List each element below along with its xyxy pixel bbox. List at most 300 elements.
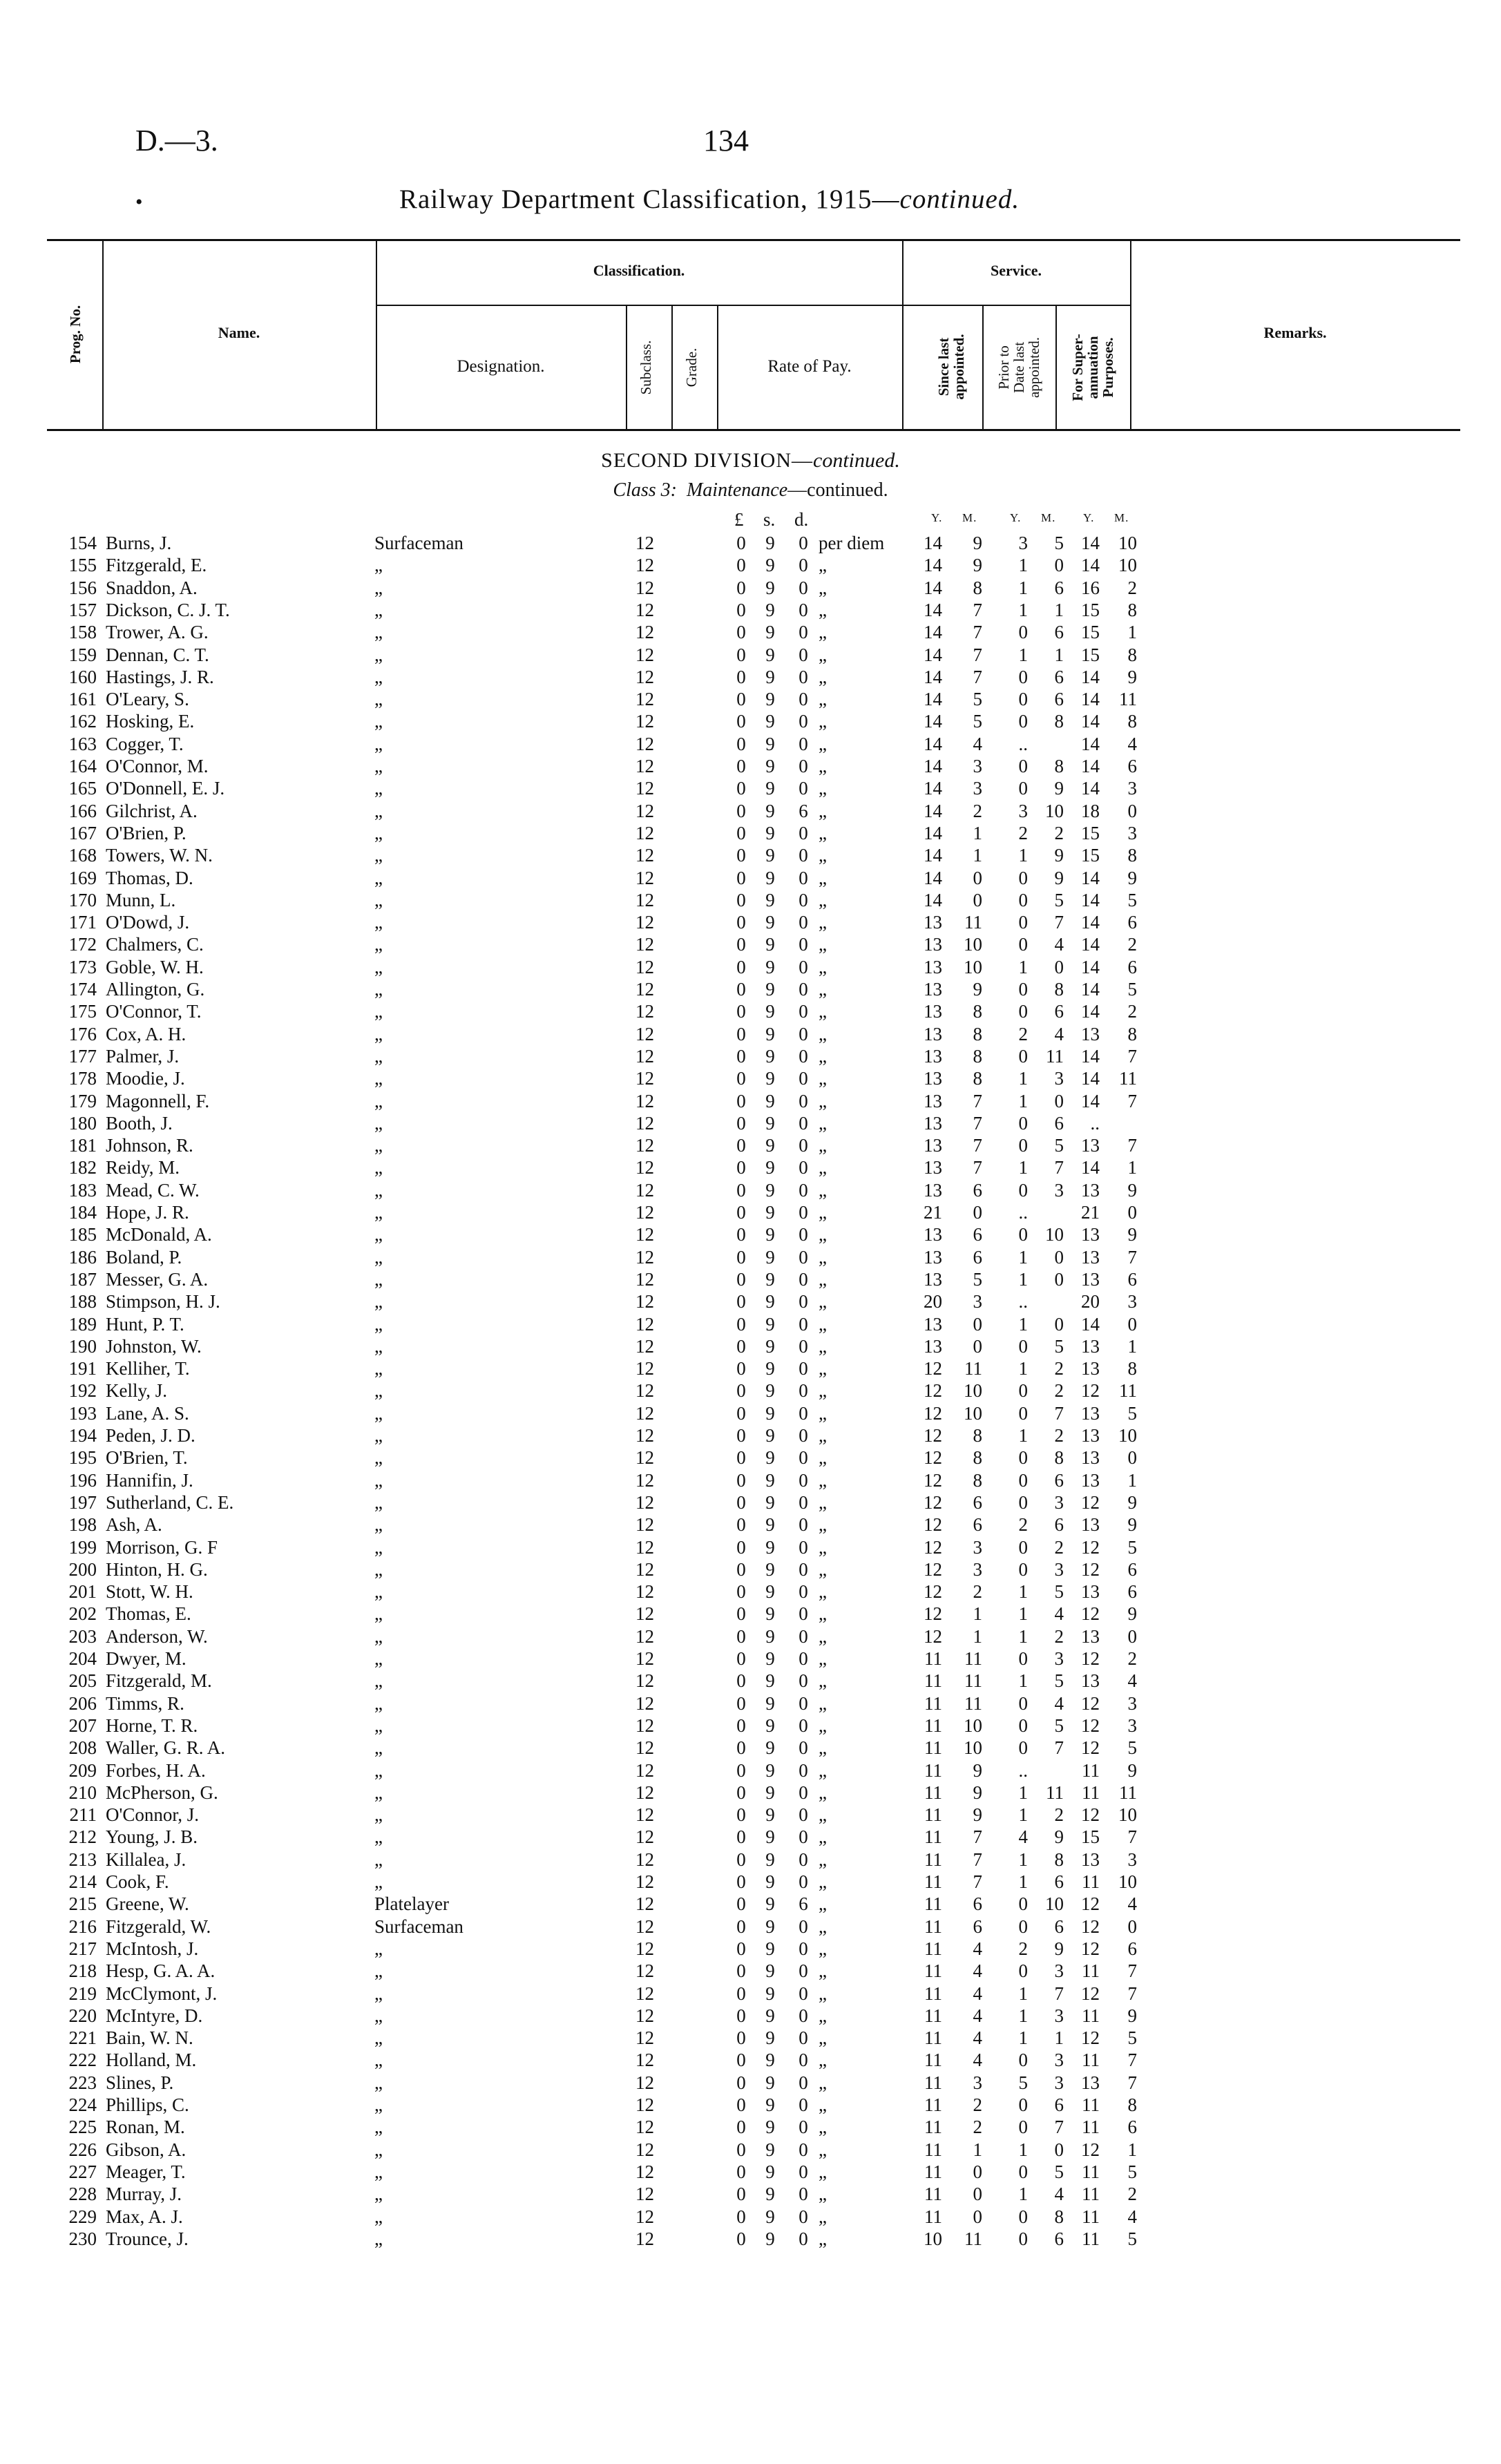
row-designation: „ (374, 2050, 383, 2071)
row-number: 168 (68, 845, 97, 866)
row-prior-months: 11 (1046, 1782, 1064, 1803)
row-prior-years: 2 (1018, 1023, 1028, 1044)
row-grade: 12 (635, 1425, 654, 1446)
row-prior-years: 0 (1018, 1402, 1028, 1424)
row-pay-pounds: 0 (736, 1112, 746, 1134)
row-pay-period: „ (819, 1135, 827, 1156)
row-super-months: 7 (1127, 1045, 1137, 1067)
row-pay-pounds: 0 (736, 979, 746, 1000)
row-since-months: 10 (964, 956, 982, 977)
row-name: Holland, M. (106, 2050, 197, 2071)
row-super-years: 11 (1082, 2005, 1100, 2026)
row-pay-shillings: 9 (765, 2094, 775, 2115)
unit-months-since: M. (962, 511, 977, 524)
row-pay-pence: 0 (799, 1491, 808, 1513)
row-super-years: 15 (1081, 845, 1100, 866)
row-prior-years: 0 (1018, 2117, 1028, 2138)
row-pay-pence: 0 (799, 1603, 808, 1625)
row-grade: 12 (635, 733, 654, 754)
row-name: Johnston, W. (106, 1335, 202, 1357)
row-pay-pounds: 0 (736, 2094, 746, 2115)
row-number: 206 (68, 1692, 97, 1714)
row-pay-shillings: 9 (765, 1268, 775, 1290)
row-name: McIntyre, D. (106, 2005, 203, 2026)
row-since-months: 8 (973, 577, 982, 598)
row-pay-pence: 0 (799, 822, 808, 843)
row-pay-shillings: 9 (765, 1202, 775, 1223)
row-name: Trower, A. G. (106, 622, 209, 643)
row-since-months: 4 (973, 2005, 982, 2026)
row-pay-shillings: 9 (765, 1603, 775, 1625)
header-since-last-appointed: Since last appointed. (935, 334, 967, 400)
row-pay-period: „ (819, 577, 827, 598)
row-pay-period: „ (819, 2050, 827, 2071)
row-pay-shillings: 9 (765, 2206, 775, 2227)
row-number: 219 (68, 1983, 97, 2004)
row-pay-pounds: 0 (736, 1090, 746, 1111)
row-pay-pence: 0 (799, 1402, 808, 1424)
row-prior-months: 9 (1054, 1826, 1064, 1848)
row-number: 172 (68, 934, 97, 955)
row-prior-months: 6 (1054, 1001, 1064, 1022)
row-number: 203 (68, 1625, 97, 1647)
row-prior-months: 3 (1054, 1068, 1064, 1089)
row-pay-pence: 0 (799, 666, 808, 687)
row-since-years: 11 (924, 1670, 942, 1692)
row-pay-pounds: 0 (736, 1380, 746, 1402)
row-since-months: 10 (964, 1737, 982, 1759)
row-since-months: 4 (973, 2027, 982, 2049)
row-pay-pounds: 0 (736, 1782, 746, 1803)
table-row (0, 956, 1501, 978)
table-row (0, 933, 1501, 955)
row-pay-period: „ (819, 1737, 827, 1759)
row-pay-pounds: 0 (736, 1916, 746, 1937)
row-since-years: 11 (924, 1938, 942, 1959)
row-pay-pence: 0 (799, 2094, 808, 2115)
row-prior-years: 1 (1018, 1782, 1028, 1803)
row-pay-period: „ (819, 622, 827, 643)
row-prior-months: 7 (1054, 1737, 1064, 1759)
row-number: 209 (68, 1759, 97, 1781)
row-pay-pence: 0 (799, 1023, 808, 1044)
row-since-months: 7 (973, 1112, 982, 1134)
row-pay-period: „ (819, 1068, 827, 1089)
row-grade: 12 (635, 1224, 654, 1245)
row-designation: „ (374, 1202, 383, 1223)
row-prior-years: 1 (1018, 1849, 1028, 1870)
row-pay-period: „ (819, 1224, 827, 1245)
row-pay-pounds: 0 (736, 1826, 746, 1848)
row-since-years: 14 (924, 555, 942, 576)
row-pay-pounds: 0 (736, 1157, 746, 1178)
row-since-months: 0 (973, 1335, 982, 1357)
row-pay-period: „ (819, 2117, 827, 2138)
row-super-years: 12 (1081, 2139, 1100, 2160)
row-grade: 12 (635, 1268, 654, 1290)
row-name: Waller, G. R. A. (106, 1737, 225, 1759)
row-number: 201 (68, 1581, 97, 1603)
row-designation: Platelayer (374, 1893, 449, 1915)
row-since-years: 11 (924, 1983, 942, 2004)
table-row (0, 1134, 1501, 1156)
row-super-months: 6 (1127, 1268, 1137, 1290)
row-designation: „ (374, 1335, 383, 1357)
row-designation: „ (374, 1804, 383, 1826)
row-number: 170 (68, 889, 97, 910)
row-prior-years: 1 (1018, 956, 1028, 977)
row-name: Anderson, W. (106, 1625, 208, 1647)
row-since-months: 6 (973, 1916, 982, 1937)
row-grade: 12 (635, 1871, 654, 1892)
row-name: Munn, L. (106, 889, 176, 910)
table-row (0, 1000, 1501, 1022)
row-since-months: 8 (973, 1045, 982, 1067)
row-designation: „ (374, 1157, 383, 1178)
row-pay-pounds: 0 (736, 889, 746, 910)
row-since-months: 1 (973, 2139, 982, 2160)
row-pay-shillings: 9 (765, 1090, 775, 1111)
row-designation: „ (374, 1112, 383, 1134)
row-pay-period: „ (819, 1938, 827, 1959)
table-row (0, 1379, 1501, 1402)
row-pay-pounds: 0 (736, 1268, 746, 1290)
row-grade: 12 (635, 845, 654, 866)
row-super-months: 8 (1127, 644, 1137, 665)
row-since-months: 8 (973, 1001, 982, 1022)
unit-months-super: M. (1114, 511, 1129, 524)
row-prior-months: 7 (1054, 1402, 1064, 1424)
row-pay-pounds: 0 (736, 666, 746, 687)
row-number: 226 (68, 2139, 97, 2160)
row-prior-months: 6 (1054, 1514, 1064, 1536)
row-pay-shillings: 9 (765, 2050, 775, 2071)
row-pay-shillings: 9 (765, 756, 775, 776)
row-number: 162 (68, 711, 97, 732)
row-super-months: 9 (1127, 1514, 1137, 1536)
table-row (0, 688, 1501, 710)
row-pay-shillings: 9 (765, 1045, 775, 1067)
row-pay-period: „ (819, 2139, 827, 2160)
row-grade: 12 (635, 2206, 654, 2227)
row-designation: „ (374, 1938, 383, 1959)
row-number: 163 (68, 733, 97, 754)
row-pay-shillings: 9 (765, 2072, 775, 2093)
table-row (0, 1558, 1501, 1580)
row-pay-pounds: 0 (736, 1670, 746, 1692)
row-pay-shillings: 9 (765, 1291, 775, 1312)
row-prior-months: 4 (1054, 2184, 1064, 2205)
row-pay-shillings: 9 (765, 778, 775, 799)
row-prior-months: 6 (1054, 1112, 1064, 1134)
row-since-years: 14 (924, 689, 942, 710)
row-prior-years: 0 (1018, 1135, 1028, 1156)
table-row (0, 867, 1501, 889)
row-pay-period: „ (819, 1202, 827, 1223)
row-prior-months: 8 (1054, 756, 1064, 776)
row-prior-months: 4 (1054, 934, 1064, 955)
row-pay-shillings: 9 (765, 555, 775, 576)
row-name: Dwyer, M. (106, 1648, 187, 1669)
row-prior-months: 5 (1054, 1715, 1064, 1736)
row-since-months: 4 (973, 2050, 982, 2071)
row-prior-months: 9 (1054, 778, 1064, 799)
row-prior-months: 2 (1054, 1804, 1064, 1826)
row-super-months: 3 (1127, 822, 1137, 843)
row-name: Kelly, J. (106, 1380, 167, 1402)
row-super-months: 11 (1119, 1068, 1137, 1089)
row-since-months: 6 (973, 1893, 982, 1915)
row-pay-period: „ (819, 1670, 827, 1692)
row-since-years: 11 (924, 1916, 942, 1937)
row-since-years: 11 (924, 2161, 942, 2182)
row-grade: 12 (635, 756, 654, 776)
row-designation: „ (374, 1737, 383, 1759)
row-prior-years: 1 (1018, 1871, 1028, 1892)
row-since-years: 12 (924, 1447, 942, 1469)
row-grade: 12 (635, 1558, 654, 1580)
row-designation: „ (374, 1023, 383, 1044)
table-row (0, 1871, 1501, 1893)
row-pay-period: „ (819, 2161, 827, 2182)
row-pay-pence: 0 (799, 733, 808, 754)
table-row (0, 1826, 1501, 1848)
row-prior-months: 2 (1054, 1358, 1064, 1379)
row-since-years: 12 (924, 1491, 942, 1513)
table-row (0, 710, 1501, 732)
row-pay-pence: 0 (799, 1045, 808, 1067)
row-pay-pence: 0 (799, 1715, 808, 1736)
row-super-years: 12 (1081, 1558, 1100, 1580)
row-grade: 12 (635, 934, 654, 955)
row-pay-shillings: 9 (765, 1737, 775, 1759)
row-pay-pence: 0 (799, 1291, 808, 1312)
row-designation: „ (374, 1491, 383, 1513)
row-pay-shillings: 9 (765, 1759, 775, 1781)
row-prior-years: 1 (1018, 1581, 1028, 1603)
row-pay-period: „ (819, 1402, 827, 1424)
row-name: Mead, C. W. (106, 1179, 200, 1201)
row-since-months: 8 (973, 1023, 982, 1044)
row-prior-years: 1 (1018, 1603, 1028, 1625)
row-name: Towers, W. N. (106, 845, 213, 866)
row-name: Johnson, R. (106, 1135, 193, 1156)
row-name: O'Dowd, J. (106, 912, 190, 933)
page-code: D.—3. (135, 124, 218, 157)
row-pay-pence: 0 (799, 599, 808, 620)
row-super-years: 12 (1081, 1491, 1100, 1513)
row-designation: „ (374, 2072, 383, 2093)
row-designation: „ (374, 711, 383, 732)
row-prior-months: 0 (1054, 1090, 1064, 1111)
row-designation: „ (374, 1558, 383, 1580)
row-pay-pence: 0 (799, 1737, 808, 1759)
row-prior-years: 1 (1018, 1090, 1028, 1111)
unit-months-prior: M. (1041, 511, 1056, 524)
row-prior-years: 0 (1018, 1335, 1028, 1357)
row-prior-years: 0 (1018, 1045, 1028, 1067)
row-pay-shillings: 9 (765, 733, 775, 754)
table-row (0, 755, 1501, 777)
row-super-months: 6 (1127, 956, 1137, 977)
table-row (0, 554, 1501, 576)
table-row (0, 1246, 1501, 1268)
row-grade: 12 (635, 622, 654, 643)
row-prior-months: 1 (1054, 644, 1064, 665)
row-since-years: 14 (924, 533, 942, 553)
row-super-years: 20 (1081, 1291, 1100, 1312)
row-pay-shillings: 9 (765, 2228, 775, 2249)
row-super-years: 11 (1082, 2050, 1100, 2071)
row-super-months: 5 (1127, 2228, 1137, 2249)
row-pay-pence: 0 (799, 622, 808, 643)
row-number: 187 (68, 1268, 97, 1290)
row-pay-shillings: 9 (765, 1514, 775, 1536)
row-since-months: 7 (973, 1849, 982, 1870)
row-designation: „ (374, 666, 383, 687)
row-since-years: 11 (924, 1782, 942, 1803)
row-prior-years: 0 (1018, 1380, 1028, 1402)
row-super-months: 5 (1127, 2027, 1137, 2049)
row-super-months: 6 (1127, 1581, 1137, 1603)
row-prior-months: 9 (1054, 845, 1064, 866)
row-super-years: 11 (1082, 1960, 1100, 1982)
row-super-years: 13 (1081, 1514, 1100, 1536)
row-grade: 12 (635, 2072, 654, 2093)
row-super-months: 3 (1127, 1291, 1137, 1312)
row-since-years: 12 (924, 1536, 942, 1558)
table-row (0, 800, 1501, 822)
row-since-years: 12 (924, 1425, 942, 1446)
row-pay-pence: 0 (799, 2161, 808, 2182)
row-pay-period: „ (819, 1558, 827, 1580)
row-since-years: 11 (924, 2117, 942, 2138)
row-pay-period: „ (819, 711, 827, 732)
row-number: 181 (68, 1135, 97, 1156)
row-since-months: 8 (973, 1447, 982, 1469)
row-pay-pence: 0 (799, 2072, 808, 2093)
row-grade: 12 (635, 1402, 654, 1424)
row-super-months: 2 (1127, 577, 1137, 598)
row-pay-shillings: 9 (765, 1670, 775, 1692)
table-row (0, 777, 1501, 799)
row-number: 160 (68, 666, 97, 687)
row-pay-pounds: 0 (736, 1135, 746, 1156)
page-title (399, 184, 1020, 215)
row-prior-years: 1 (1018, 577, 1028, 598)
row-since-years: 12 (924, 1603, 942, 1625)
row-pay-pence: 0 (799, 1112, 808, 1134)
row-pay-period: „ (819, 1246, 827, 1268)
row-pay-period: per diem (819, 533, 885, 553)
row-prior-months: 4 (1054, 1603, 1064, 1625)
row-pay-period: „ (819, 2206, 827, 2227)
row-grade: 12 (635, 1068, 654, 1089)
row-super-months: 6 (1127, 912, 1137, 933)
row-since-months: 7 (973, 666, 982, 687)
row-pay-period: „ (819, 1268, 827, 1290)
row-grade: 12 (635, 1335, 654, 1357)
row-prior-months: 11 (1046, 1045, 1064, 1067)
row-pay-period: „ (819, 1045, 827, 1067)
row-super-years: 14 (1081, 867, 1100, 888)
row-super-years: 14 (1081, 533, 1100, 553)
row-prior-years: 0 (1018, 2161, 1028, 2182)
row-grade: 12 (635, 1737, 654, 1759)
row-pay-pence: 0 (799, 1001, 808, 1022)
row-pay-pence: 0 (799, 867, 808, 888)
row-pay-period: „ (819, 1313, 827, 1335)
row-name: Burns, J. (106, 533, 172, 553)
row-pay-pounds: 0 (736, 1447, 746, 1469)
row-name: O'Connor, M. (106, 756, 209, 776)
row-grade: 12 (635, 2228, 654, 2249)
row-super-months: 4 (1127, 1893, 1137, 1915)
row-grade: 12 (635, 1692, 654, 1714)
row-prior-years: 4 (1018, 1826, 1028, 1848)
row-prior-months: 6 (1054, 666, 1064, 687)
row-since-years: 11 (924, 1893, 942, 1915)
row-designation: „ (374, 1782, 383, 1803)
row-prior-years: 0 (1018, 1558, 1028, 1580)
row-pay-period: „ (819, 1335, 827, 1357)
row-since-years: 14 (924, 599, 942, 620)
row-pay-shillings: 9 (765, 845, 775, 866)
row-pay-shillings: 9 (765, 666, 775, 687)
row-pay-shillings: 9 (765, 889, 775, 910)
row-since-months: 6 (973, 1179, 982, 1201)
row-prior-months: 7 (1054, 2117, 1064, 2138)
row-grade: 12 (635, 822, 654, 843)
row-since-years: 11 (924, 2139, 942, 2160)
row-name: Hannifin, J. (106, 1469, 193, 1491)
row-pay-pence: 0 (799, 1536, 808, 1558)
row-prior-months: 10 (1045, 1893, 1064, 1915)
table-row (0, 2072, 1501, 2094)
row-pay-period: „ (819, 912, 827, 933)
row-name: Reidy, M. (106, 1157, 180, 1178)
row-pay-period: „ (819, 1380, 827, 1402)
row-name: O'Leary, S. (106, 689, 189, 710)
row-pay-shillings: 9 (765, 2005, 775, 2026)
row-designation: „ (374, 1625, 383, 1647)
row-since-months: 3 (973, 1291, 982, 1312)
row-pay-period: „ (819, 822, 827, 843)
row-super-months: 5 (1127, 1402, 1137, 1424)
row-designation: „ (374, 1514, 383, 1536)
row-pay-shillings: 9 (765, 2184, 775, 2205)
row-pay-shillings: 9 (765, 1625, 775, 1647)
row-designation: „ (374, 1045, 383, 1067)
row-grade: 12 (635, 1715, 654, 1736)
row-number: 190 (68, 1335, 97, 1357)
row-pay-period: „ (819, 778, 827, 799)
row-since-years: 11 (924, 2072, 942, 2093)
row-name: Thomas, D. (106, 867, 193, 888)
row-since-months: 11 (964, 1692, 982, 1714)
row-grade: 12 (635, 1112, 654, 1134)
row-pay-pounds: 0 (736, 1804, 746, 1826)
row-since-years: 13 (924, 934, 942, 955)
row-pay-pence: 0 (799, 644, 808, 665)
row-name: Sutherland, C. E. (106, 1491, 234, 1513)
table-row (0, 1849, 1501, 1871)
row-pay-pounds: 0 (736, 1648, 746, 1669)
row-pay-pounds: 0 (736, 2206, 746, 2227)
table-row (0, 2005, 1501, 2027)
row-super-years: 13 (1081, 1179, 1100, 1201)
row-pay-pence: 0 (799, 1670, 808, 1692)
